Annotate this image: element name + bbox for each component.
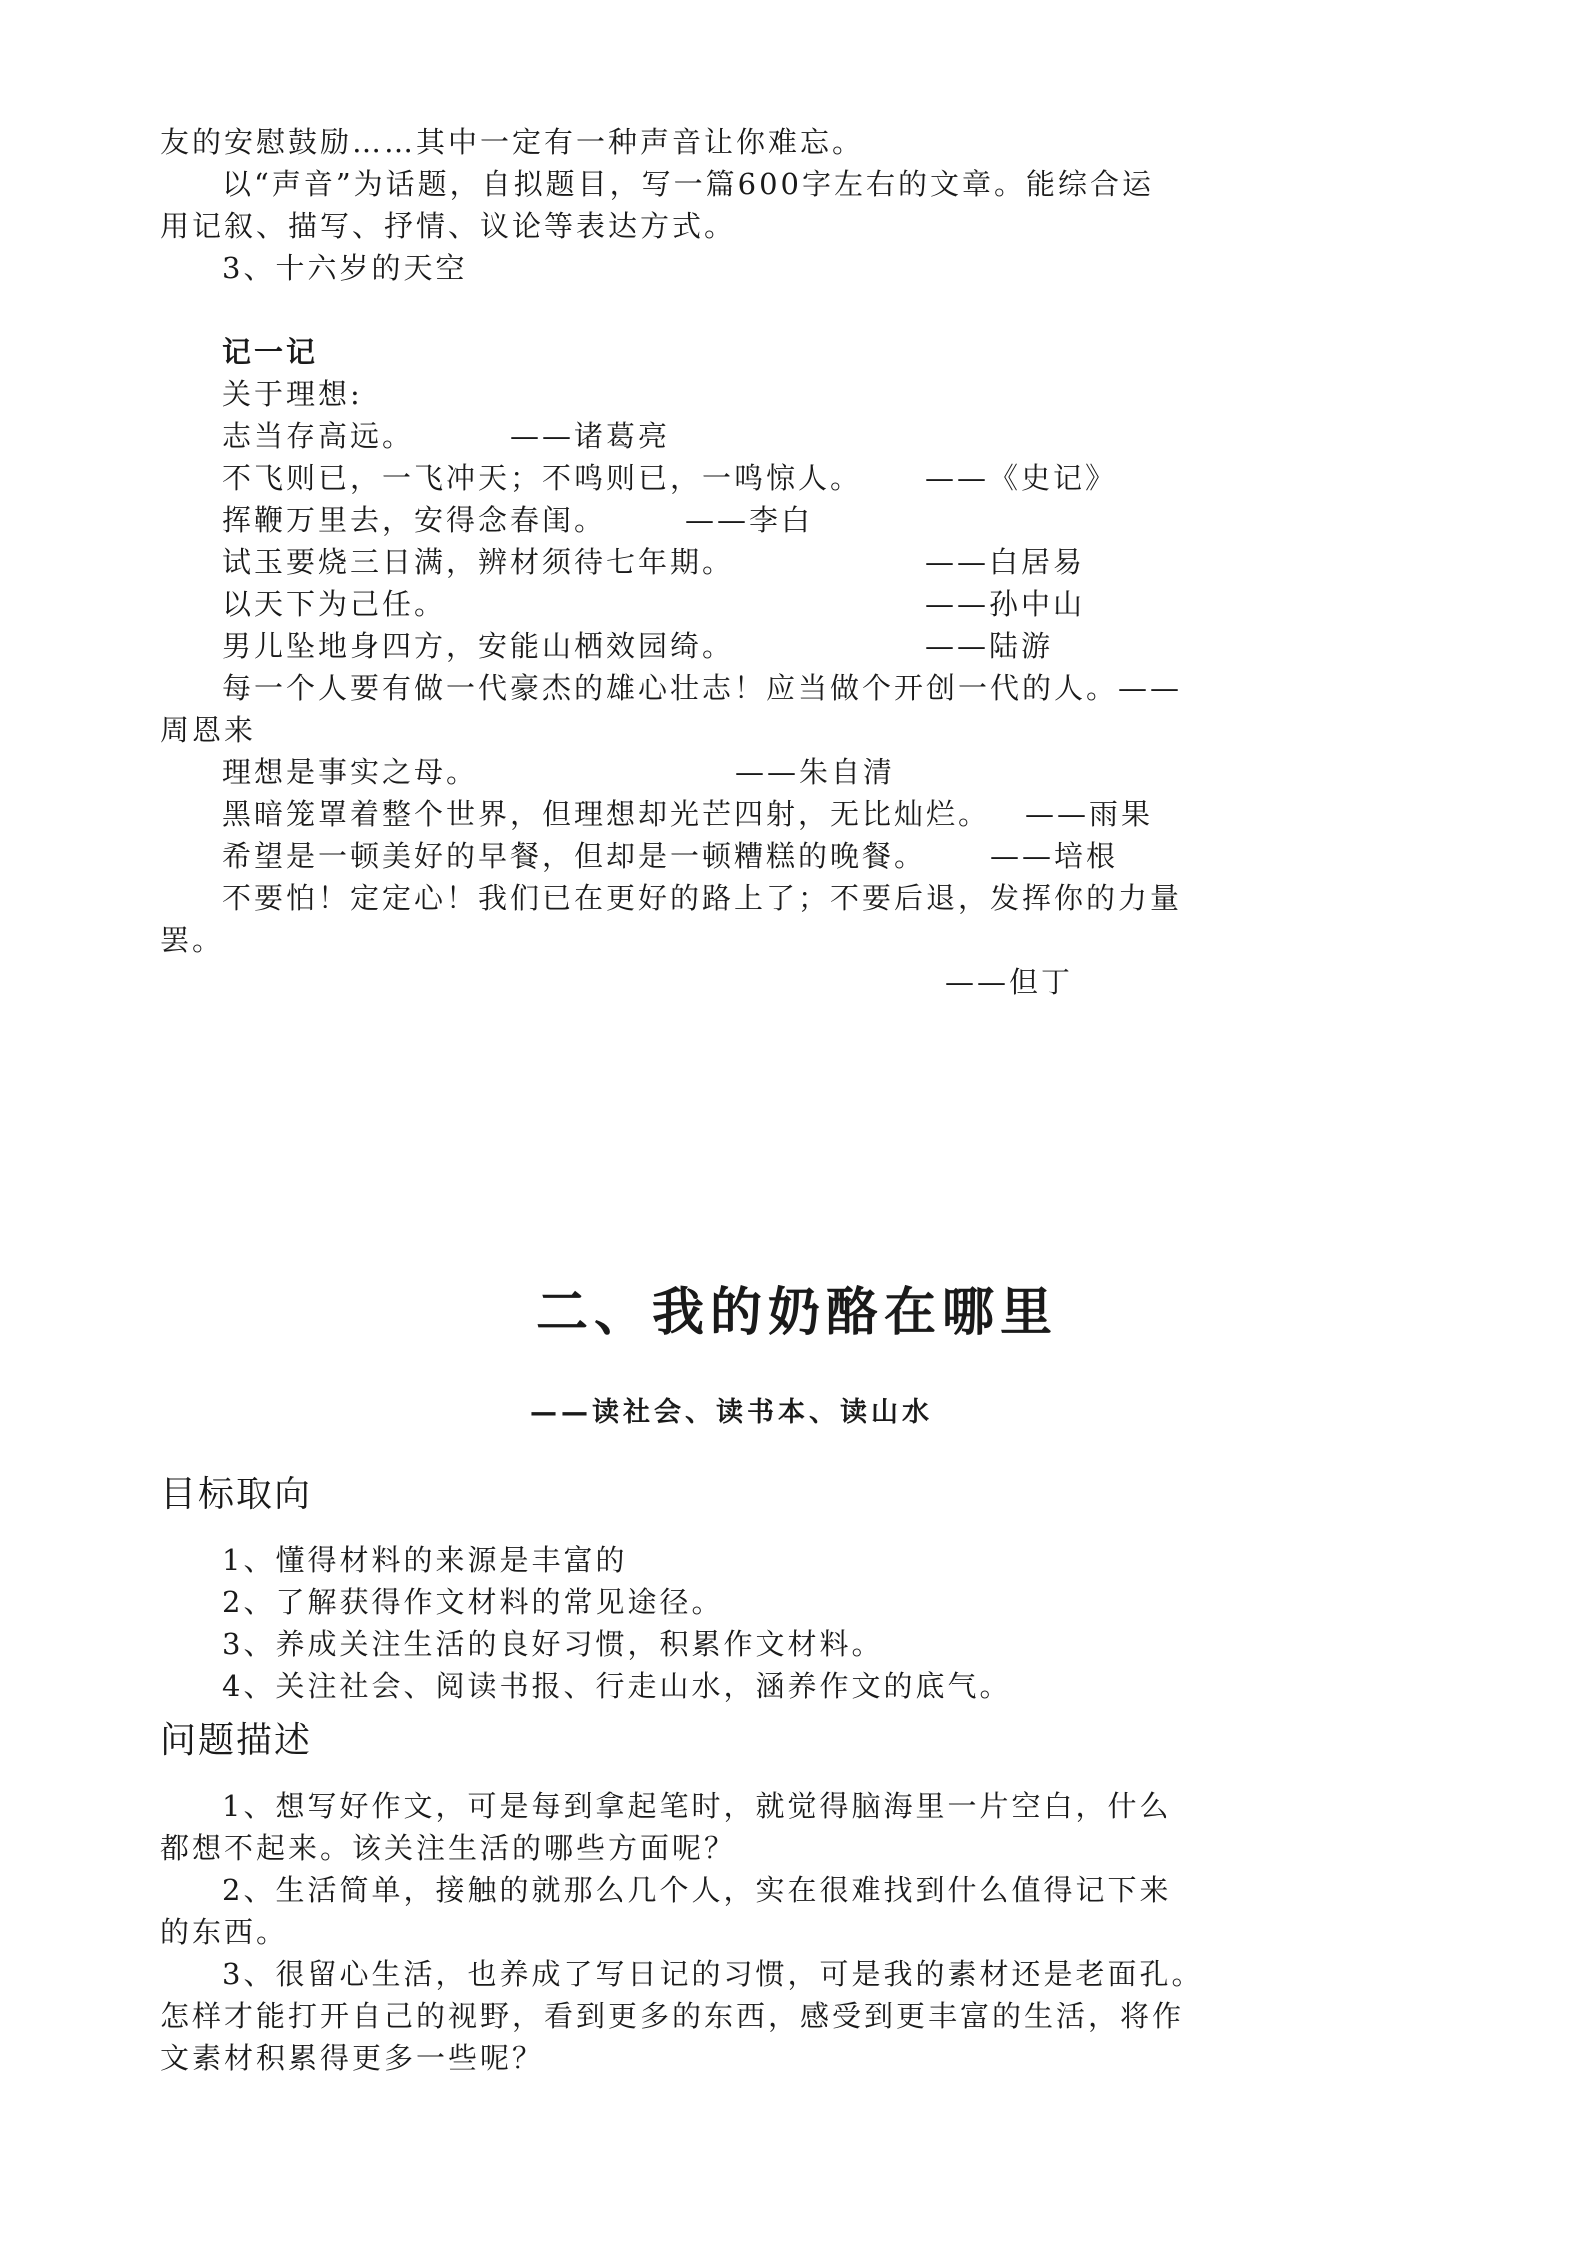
problem-2-line-1: 2、生活简单，接触的就那么几个人，实在很难找到什么值得记下来 [222, 1873, 1172, 1907]
intro-line-4: 3、十六岁的天空 [222, 251, 468, 285]
problems-heading: 问题描述 [160, 1720, 313, 1761]
quote-zhou-line-1: 每一个人要有做一代豪杰的雄心壮志！应当做个开创一代的人。—— [222, 671, 1183, 705]
goals-heading: 目标取向 [160, 1474, 313, 1515]
quote-author: ——孙中山 [925, 587, 1086, 621]
quote-dante-author: ——但丁 [945, 965, 1074, 999]
problem-1-line-2: 都想不起来。该关注生活的哪些方面呢？ [160, 1831, 737, 1865]
quote-dante-line-1: 不要怕！定定心！我们已在更好的路上了；不要后退，发挥你的力量 [222, 881, 1183, 915]
intro-line-2: 以“声音”为话题，自拟题目，写一篇600字左右的文章。能综合运 [222, 167, 1155, 201]
intro-line-3: 用记叙、描写、抒情、议论等表达方式。 [160, 209, 737, 243]
quote-text: 希望是一顿美好的早餐，但却是一顿糟糕的晚餐。 [222, 839, 927, 873]
quote-text: 男儿坠地身四方，安能山栖效园绮。 [222, 629, 735, 663]
quote-zhou-line-2: 周恩来 [160, 713, 257, 747]
goal-item: 1、懂得材料的来源是丰富的 [222, 1543, 628, 1577]
quote-dante-line-2: 罢。 [160, 923, 225, 957]
quote-text: 不飞则已，一飞冲天；不鸣则已，一鸣惊人。 [222, 461, 863, 495]
goal-item: 3、养成关注生活的良好习惯，积累作文材料。 [222, 1627, 884, 1661]
problem-3-line-3: 文素材积累得更多一些呢？ [160, 2041, 545, 2075]
problem-3-line-1: 3、很留心生活，也养成了写日记的习惯，可是我的素材还是老面孔。 [222, 1957, 1204, 1991]
section-title: 二、我的奶酪在哪里 [535, 1283, 1058, 1343]
section-subtitle: ——读社会、读书本、读山水 [530, 1397, 933, 1428]
quote-author: ——诸葛亮 [510, 419, 671, 453]
quote-author: ——白居易 [925, 545, 1086, 579]
quote-text: 挥鞭万里去，安得念春闺。 [222, 503, 607, 537]
problem-2-line-2: 的东西。 [160, 1915, 289, 1949]
goal-item: 2、了解获得作文材料的常见途径。 [222, 1585, 724, 1619]
notes-heading: 记一记 [222, 335, 319, 369]
quote-text: 以天下为己任。 [222, 587, 447, 621]
quote-author: ——朱自清 [735, 755, 896, 789]
quote-text: 志当存高远。 [222, 419, 415, 453]
goal-item: 4、关注社会、阅读书报、行走山水，涵养作文的底气。 [222, 1669, 1012, 1703]
problem-1-line-1: 1、想写好作文，可是每到拿起笔时，就觉得脑海里一片空白，什么 [222, 1789, 1172, 1823]
quote-author: ——培根 [990, 839, 1119, 873]
quote-author: ——陆游 [925, 629, 1054, 663]
notes-topic: 关于理想: [222, 377, 363, 411]
quote-text: 理想是事实之母。 [222, 755, 479, 789]
intro-line-1: 友的安慰鼓励……其中一定有一种声音让你难忘。 [160, 125, 865, 159]
quote-text: 黑暗笼罩着整个世界，但理想却光芒四射，无比灿烂。 [222, 797, 991, 831]
quote-author: ——《史记》 [925, 461, 1118, 495]
quote-author: ——李白 [685, 503, 814, 537]
problem-3-line-2: 怎样才能打开自己的视野，看到更多的东西，感受到更丰富的生活，将作 [160, 1999, 1185, 2033]
quote-text: 试玉要烧三日满，辨材须待七年期。 [222, 545, 735, 579]
quote-author: ——雨果 [1025, 797, 1154, 831]
